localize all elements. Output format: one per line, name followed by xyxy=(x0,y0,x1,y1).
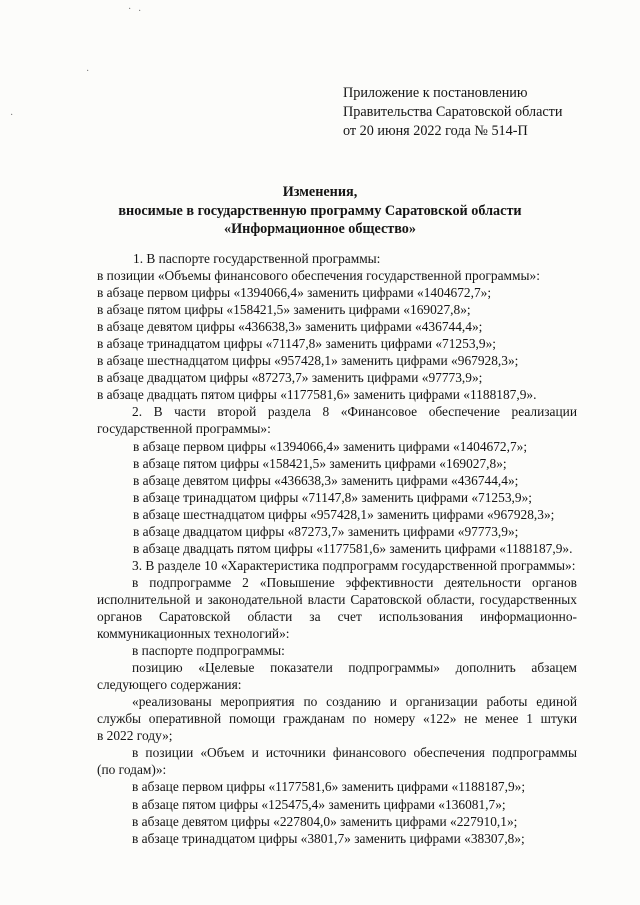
scan-speck: · xyxy=(138,6,142,17)
document-title xyxy=(0,183,640,239)
paragraph: 3. В разделе 10 «Характеристика подпрограмм государственной программы»: xyxy=(132,557,576,573)
paragraph-line: (по годам)»: xyxy=(97,762,167,778)
scan-speck: · xyxy=(10,110,14,121)
paragraph: в абзаце девятом цифры «227804,0» заменить цифрами «227910,1»; xyxy=(132,813,518,829)
title-line: Изменения, xyxy=(282,184,358,200)
paragraph: в абзаце двадцатом цифры «87273,7» заменить цифрами «97773,9»; xyxy=(97,370,483,386)
paragraph: в абзаце первом цифры «1177581,6» заменить цифрами «1188187,9»; xyxy=(132,779,526,795)
paragraph: в абзаце шестнадцатом цифры «957428,1» заменить цифрами «967928,3»; xyxy=(97,353,519,369)
paragraph: в абзаце пятом цифры «158421,5» заменить цифрами «169027,8»; xyxy=(133,455,507,471)
paragraph: в абзаце первом цифры «1394066,4» заменить цифрами «1404672,7»; xyxy=(97,285,492,301)
title-line: вносимые в государственную программу Саратовской области xyxy=(118,202,522,219)
paragraph-line: следующего содержания: xyxy=(97,677,242,693)
paragraph-line: в позиции «Объем и источники финансового обеспечения подпрограммы xyxy=(132,745,577,761)
paragraph-line: «реализованы мероприятия по созданию и организации работы единой xyxy=(132,694,577,710)
appendix-line: от 20 июня 2022 года № 514-П xyxy=(343,123,528,139)
paragraph: в паспорте подпрограммы: xyxy=(132,643,285,659)
paragraph: в абзаце девятом цифры «436638,3» заменить цифрами «436744,4»; xyxy=(133,472,519,488)
paragraph: в абзаце двадцатом цифры «87273,7» заменить цифрами «97773,9»; xyxy=(133,523,519,539)
paragraph: в абзаце тринадцатом цифры «71147,8» заменить цифрами «71253,9»; xyxy=(97,336,496,352)
paragraph-line: службы оперативной помощи гражданам по номеру «122» не менее 1 штуки xyxy=(97,711,577,727)
paragraph: в абзаце шестнадцатом цифры «957428,1» заменить цифрами «967928,3»; xyxy=(133,506,555,522)
paragraph xyxy=(97,693,577,744)
scan-speck: · xyxy=(86,66,90,77)
paragraph: в абзаце двадцать пятом цифры «1177581,6» заменить цифрами «1188187,9». xyxy=(97,387,537,403)
paragraph: в абзаце пятом цифры «125475,4» заменить цифрами «136081,7»; xyxy=(132,796,506,812)
paragraph-line: исполнительной и законодательной власти Саратовской области, государственных xyxy=(97,591,577,607)
paragraph: в абзаце тринадцатом цифры «3801,7» заменить цифрами «38307,8»; xyxy=(132,830,525,846)
appendix-reference xyxy=(343,84,562,141)
document-body xyxy=(97,250,577,847)
paragraph-line: государственной программы»: xyxy=(97,421,271,437)
appendix-line: Правительства Саратовской области xyxy=(343,104,563,120)
paragraph-line: коммуникационных технологий»: xyxy=(97,626,290,642)
paragraph xyxy=(97,574,577,642)
paragraph xyxy=(97,659,577,693)
paragraph: в абзаце двадцать пятом цифры «1177581,6» заменить цифрами «1188187,9». xyxy=(133,540,573,556)
paragraph xyxy=(97,744,577,778)
paragraph: 1. В паспорте государственной программы: xyxy=(133,251,381,266)
paragraph-line: в подпрограмме 2 «Повышение эффективности деятельности органов xyxy=(132,574,577,590)
paragraph-line: в 2022 году»; xyxy=(97,728,173,744)
paragraph-line: 2. В части второй раздела 8 «Финансовое обеспечение реализации xyxy=(132,404,577,420)
scan-speck: · xyxy=(128,4,132,15)
paragraph: в абзаце девятом цифры «436638,3» заменить цифрами «436744,4»; xyxy=(97,319,483,335)
paragraph: в абзаце первом цифры «1394066,4» заменить цифрами «1404672,7»; xyxy=(133,438,528,454)
paragraph: в абзаце тринадцатом цифры «71147,8» заменить цифрами «71253,9»; xyxy=(133,489,532,505)
paragraph xyxy=(97,403,577,437)
paragraph-line: позицию «Целевые показатели подпрограммы» дополнить абзацем xyxy=(132,660,577,676)
paragraph: в абзаце пятом цифры «158421,5» заменить цифрами «169027,8»; xyxy=(97,302,471,318)
appendix-line: Приложение к постановлению xyxy=(343,85,528,101)
title-line: «Информационное общество» xyxy=(224,221,416,237)
paragraph-line: органов Саратовской области за счет использования информационно- xyxy=(97,608,577,624)
paragraph: в позиции «Объемы финансового обеспечения государственной программы»: xyxy=(97,268,540,284)
